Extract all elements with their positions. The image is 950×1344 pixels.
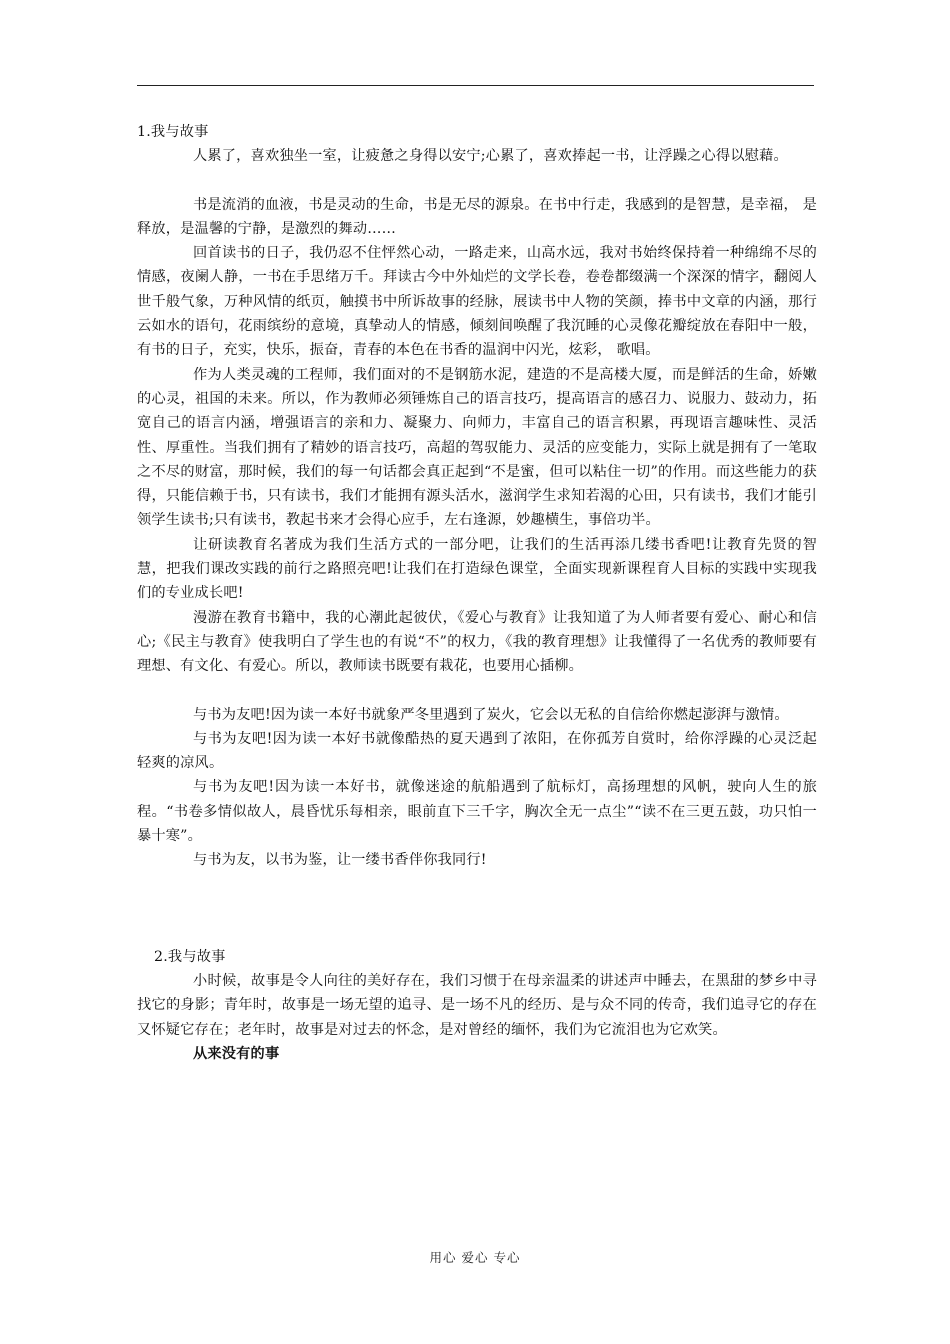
paragraph: 与书为友吧!因为读一本好书就像酷热的夏天遇到了浓阳，在你孤芳自赏时，给你浮躁的心灵泛起轻爽的凉风。 [137,730,817,772]
paragraph: 作为人类灵魂的工程师，我们面对的不是钢筋水泥，建造的不是高楼大厦，而是鲜活的生命，娇嫩的心灵，祖国的未来。所以，作为教师必须锤炼自己的语言技巧，提高语言的感召力、说服力、鼓动力，拓宽自己的语言内涵，增强语言的亲和力、凝聚力、向师力，丰富自己的语言积累，再现语言趣味性、灵活性、厚重性。当我们拥有了精妙的语言技巧，高超的驾驭能力、灵活的应变能力，实际上就是拥有了一笔取之不尽的财富，那时候，我们的每一句话都会真正起到“不是蜜，但可以粘住一切”的作用。而这些能力的获得，只能信赖于书，只有读书，我们才能拥有源头活水，滋润学生求知若渴的心田，只有读书，我们才能引领学生读书;只有读书，教起书来才会得心应手，左右逢源，妙趣横生，事倍功半。 [137,366,817,529]
paragraph: 漫游在教育书籍中，我的心潮此起彼伏，《爱心与教育》让我知道了为人师者要有爱心、耐心和信心;《民主与教育》使我明白了学生也的有说“不”的权力，《我的教育理想》让我懂得了一名优秀的教师要有理想、有文化、有爱心。所以，教师读书既要有栽花，也要用心插柳。 [137,609,817,675]
spacer [137,679,817,703]
paragraph: 与书为友，以书为鉴，让一缕书香伴你我同行! [193,852,487,869]
section-2-title: 2.我与故事 [154,948,226,965]
spacer [137,873,817,945]
paragraph: 小时候，故事是令人向往的美好存在，我们习惯于在母亲温柔的讲述声中睡去，在黑甜的梦乡中寻找它的身影；青年时，故事是一场无望的追寻、是一场不凡的经历、是与众不同的传奇，我们追寻它的存在又怀疑它存在；老年时，故事是对过去的怀念，是对曾经的缅怀，我们为它流泪也为它欢笑。 [137,972,817,1038]
paragraph: 人累了，喜欢独坐一室，让疲惫之身得以安宁;心累了，喜欢捧起一书，让浮躁之心得以慰藉。 [193,148,788,165]
section-1-title: 1.我与故事 [137,124,209,140]
document-body [137,120,817,1066]
page-footer: 用心 爱心 专心 [429,1250,521,1265]
paragraph: 与书为友吧!因为读一本好书就象严冬里遇到了炭火，它会以无私的自信给你燃起澎湃与激情。 [193,706,789,723]
paragraph: 与书为友吧!因为读一本好书，就像迷途的航船遇到了航标灯，高扬理想的风帆，驶向人生的旅程。“书卷多情似故人，晨昏忧乐每相亲，眼前直下三千字，胸次全无一点尘”“读不在三更五鼓，功只怕一暴十寒”。 [137,779,817,845]
spacer [137,169,817,193]
header-rule [137,85,814,86]
paragraph: 书是流消的血液，书是灵动的生命，书是无尽的源泉。在书中行走，我感到的是智慧，是幸福， 是释放，是温馨的宁静，是激烈的舞动…… [137,196,817,237]
paragraph: 让研读教育名著成为我们生活方式的一部分吧，让我们的生活再添几缕书香吧!让教育先贤的智慧，把我们课改实践的前行之路照亮吧!让我们在打造绿色课堂，全面实现新课程育人目标的实践中实现我们的专业成长吧! [137,536,817,602]
paragraph: 回首读书的日子，我仍忍不住怦然心动，一路走来，山高水远，我对书始终保持着一种绵绵不尽的情感，夜阑人静，一书在手思绪万千。拜读古今中外灿烂的文学长卷，卷卷都缀满一个深深的情字，翻阅人世千般气象，万种风情的纸页，触摸书中所诉故事的经脉，展读书中人物的笑颜，捧书中文章的内涵，那行云如水的语句，花雨缤纷的意境，真挚动人的情感，倾刻间唤醒了我沉睡的心灵像花瓣绽放在春阳中一般，有书的日子，充实，快乐，振奋，青春的本色在书香的温润中闪光，炫彩， 歌唱。 [137,245,817,359]
section-2-subheading: 从来没有的事 [193,1045,280,1062]
